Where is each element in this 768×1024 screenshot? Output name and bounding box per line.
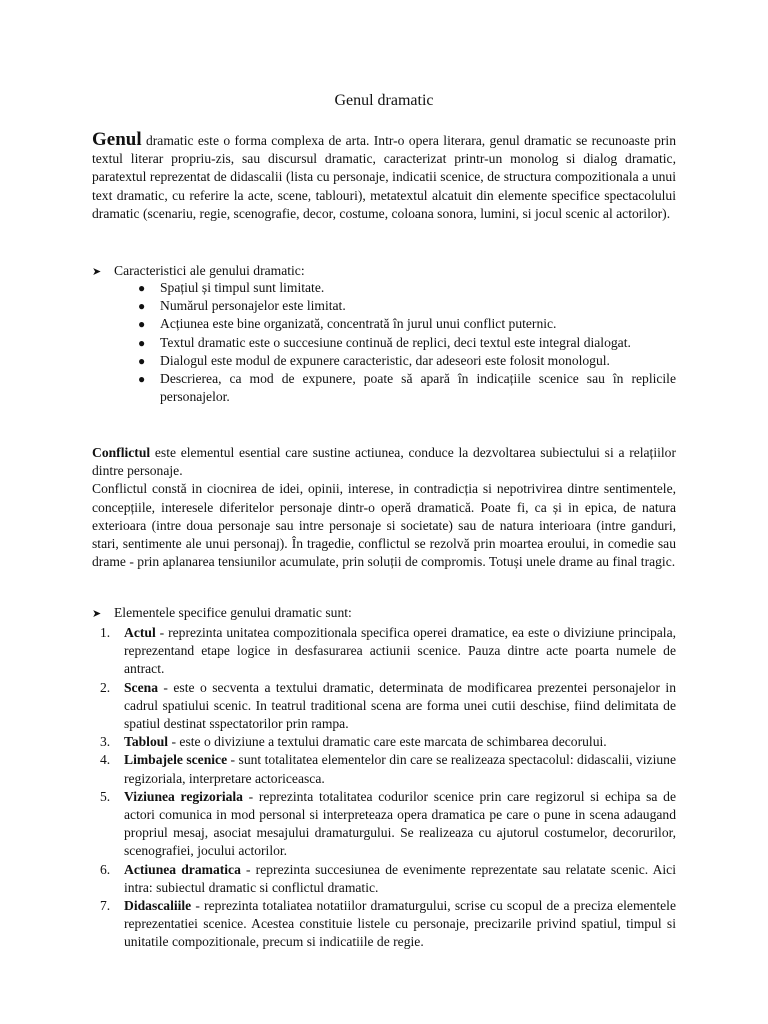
list-item bbox=[135, 334, 676, 352]
list-item-text: Textul dramatic este o succesiune continuă de replici, deci textul este integral dialogat. bbox=[160, 334, 631, 350]
item-text: - reprezinta succesiunea de evenimente reprezentate sau relatate scenic. Aici intra: subiectul dramatic si conflictul dramatic. bbox=[124, 861, 676, 895]
item-text: - reprezinta unitatea compozitionala specifica operei dramatice, ea este o diviziune principala, reprezentand etape logice in desfasurarea actiunii scenice. Pauza dintre acte poarta numele de antract. bbox=[124, 625, 676, 677]
list-item bbox=[100, 897, 676, 952]
list-item-text: Spațiul și timpul sunt limitate. bbox=[160, 280, 325, 295]
item-number: 4. bbox=[100, 752, 111, 768]
elements-list bbox=[100, 624, 676, 952]
disc-bullet-icon: ● bbox=[138, 353, 146, 368]
characteristics-list bbox=[135, 279, 676, 406]
conflict-paragraph-1 bbox=[92, 444, 676, 480]
intro-lead-word: Genul bbox=[92, 129, 142, 150]
item-term: Scena bbox=[124, 679, 158, 695]
disc-bullet-icon: ● bbox=[138, 299, 146, 314]
item-number: 2. bbox=[100, 679, 111, 695]
list-item-text: Descrierea, ca mod de expunere, poate să apară în indicațiile scenice sau în replicile personajelor. bbox=[160, 371, 676, 405]
item-term: Actiunea dramatica bbox=[124, 861, 241, 877]
item-text: - reprezinta totalitatea codurilor scenice prin care regizorul si echipa sa de actori comunica in mod personal si interpreteaza opera dramatica pe care o pune in scena adaugand propriul mesaj, asociat mesajului dramaturgului. Se realizeaza cu ajutorul costumelor, decorurilor, scenografiei, jocului actorilor. bbox=[124, 788, 677, 859]
list-item bbox=[135, 279, 676, 297]
list-item bbox=[135, 297, 676, 315]
item-text: - sunt totalitatea elementelor din care se realizeaza spectacolul: didascalii, viziune regizoriala, interpretare actoriceasca. bbox=[124, 752, 676, 786]
list-item bbox=[100, 751, 676, 787]
intro-text: dramatic este o forma complexa de arta. Intr-o opera literara, genul dramatic se recunoaste prin textul literar propriu-zis, sau discursul dramatic, caracterizat printr-un monolog si dialog dramatic, paratextul reprezentat de didascalii (lista cu personaje, indicatii scenice, de structura compozitionala a unui text dramatic, cu referire la acte, scene, tablouri), metatextul alcatuit din elemente specifice spectacolului dramatic (scenariu, regie, scenografie, decor, costume, coloana sonora, lumini, si jocul scenic al actorilor). bbox=[92, 133, 676, 221]
item-term: Didascaliile bbox=[124, 898, 192, 914]
list-item-text: Numărul personajelor este limitat. bbox=[160, 298, 346, 314]
list-item-text: Acțiunea este bine organizată, concentrată în jurul unui conflict puternic. bbox=[160, 316, 557, 332]
list-item bbox=[135, 370, 676, 406]
item-number: 6. bbox=[100, 861, 111, 877]
disc-bullet-icon: ● bbox=[138, 317, 146, 332]
disc-bullet-icon: ● bbox=[138, 281, 146, 295]
item-number: 3. bbox=[100, 734, 111, 750]
item-term: Actul bbox=[124, 625, 156, 640]
item-term: Viziunea regizoriala bbox=[124, 788, 243, 804]
item-number: 1. bbox=[100, 625, 111, 640]
list-item bbox=[135, 315, 676, 333]
disc-bullet-icon: ● bbox=[138, 372, 146, 387]
arrow-bullet-icon: ➤ bbox=[92, 608, 102, 620]
disc-bullet-icon: ● bbox=[138, 335, 146, 350]
list-item bbox=[100, 679, 676, 734]
list-item-text: Dialogul este modul de expunere caracteristic, dar adeseori este folosit monologul. bbox=[160, 352, 610, 368]
intro-paragraph bbox=[92, 131, 676, 223]
list-item bbox=[100, 733, 676, 751]
item-number: 5. bbox=[100, 788, 111, 804]
item-text: - reprezinta totaliatea notatiilor dramaturgului, scrise cu scopul de a preciza elementele reprezentatiei scenice. Acestea constituie listele cu personaje, precizarile privind spatiul, timpul si unitatile compozitionale, precum si indicatiile de regie. bbox=[124, 898, 676, 950]
elements-heading-text: Elementele specifice genului dramatic sunt: bbox=[114, 605, 352, 620]
item-number: 7. bbox=[100, 898, 111, 914]
list-item bbox=[100, 861, 676, 897]
conflict-paragraph-2: Conflictul constă in ciocnirea de idei, opinii, interese, in contradicția si nepotrivirea dintre sentimentele, concepțiile, interesele diferitelor personaje dintr-o operă dramatică. Poate fi, ca și in epica, de natura exterioara (intre doua personaje sau intre personaje si societate) sau de natura interioara (intre ganduri, stari, sentimente ale unui personaj). În tragedie, conflictul se rezolvă prin moartea eroului, in comedie sau drame - prin aplanarea tensiunilor acumulate, prin soluții de compromis. Totuși unele drame au final tragic. bbox=[92, 481, 676, 570]
list-item bbox=[100, 624, 676, 679]
characteristics-heading-text: Caracteristici ale genului dramatic: bbox=[114, 263, 305, 278]
page-title: Genul dramatic bbox=[334, 92, 434, 109]
conflict-lead-word: Conflictul bbox=[92, 445, 151, 460]
list-item bbox=[135, 352, 676, 370]
list-item bbox=[100, 788, 676, 861]
conflict-section bbox=[92, 444, 676, 571]
arrow-bullet-icon: ➤ bbox=[92, 266, 102, 278]
conflict-text-1: este elementul esential care sustine actiunea, conduce la dezvoltarea subiectului si a relațiilor dintre personaje. bbox=[92, 445, 676, 479]
elements-heading bbox=[92, 604, 676, 623]
item-term: Limbajele scenice bbox=[124, 752, 228, 768]
item-term: Tabloul bbox=[124, 734, 169, 750]
item-text: - este o diviziune a textului dramatic care este marcata de schimbarea decorului. bbox=[168, 734, 607, 750]
item-text: - este o secventa a textului dramatic, determinata de modificarea prezentei personajelor in cadrul spatiului scenic. In teatrul traditional scena are forma unei cutii deschise, fiind delimitata de spatiul destinat sspectatorilor prin rampa. bbox=[124, 679, 676, 732]
